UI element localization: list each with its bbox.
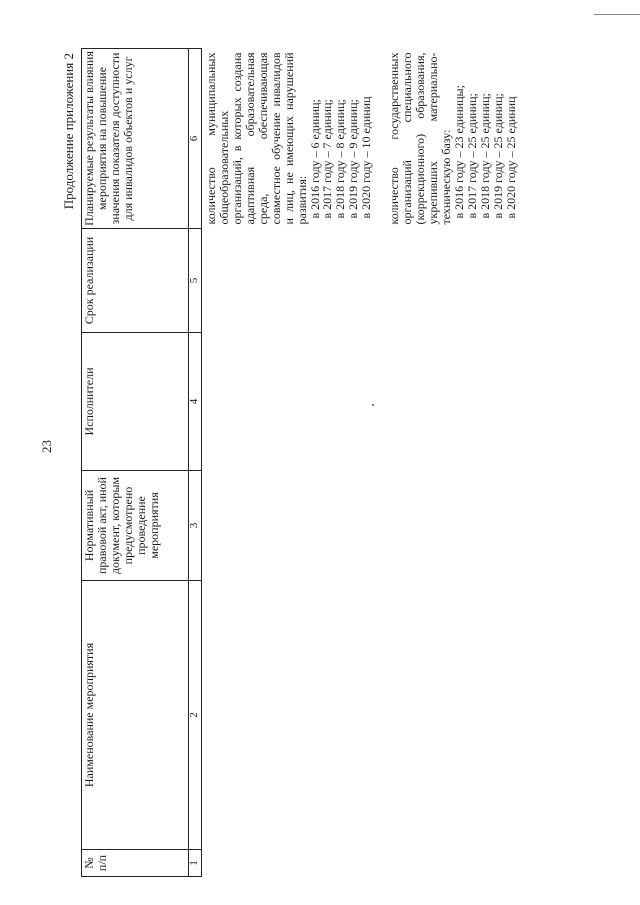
result-year-line: в 2016 году – 6 единиц; [307,99,322,219]
appendix-continuation-note: Продолжение приложения 2 [61,53,76,210]
result-year-line: в 2020 году – 25 единиц [503,96,518,219]
rotated-page-content [62,49,552,877]
table-row [201,49,517,877]
column-number: 6 [189,49,202,229]
column-number: 2 [189,581,202,850]
column-header-number: № п/п [82,850,189,877]
result-year-line: в 2018 году – 8 единиц; [333,99,348,219]
page-number: 23 [39,440,54,453]
result-year-line: в 2017 году – 7 единиц; [320,99,335,219]
empty-cell [201,471,517,581]
column-number: 5 [189,229,202,333]
column-number: 3 [189,471,202,581]
result-block [388,53,518,225]
column-header-planned-results: Планируемые результаты влияния мероприятия на повышение значения показателя доступности для инвалидов объектов и услуг [82,49,189,229]
empty-cell [201,229,517,333]
result-year-line: в 2018 году – 25 единиц; [477,93,492,219]
planned-results-cell [201,49,517,229]
empty-cell [201,333,517,471]
column-numbers-row [189,49,202,877]
column-header-measure-name: Наименование мероприятия [82,581,189,850]
result-year-line: в 2019 году – 25 единиц; [490,93,505,219]
result-intro: количество муниципальных общеобразовательных организаций, в которых создана адаптивная образовательная среда, обеспечивающая совместное обучение инвалидов и лиц, не имеющих нарушений развития: [203,52,309,225]
column-header-legal-act: Нормативный правовой акт, иной документ, которым предусмотрено проведение мероприятия [82,471,189,581]
result-year-line: в 2016 году – 23 единицы; [452,85,467,219]
empty-cell [201,581,517,850]
table-header-row [82,49,189,877]
column-number: 1 [189,850,202,877]
empty-cell [201,850,517,877]
scan-edge-line [594,14,640,15]
result-year-line: в 2017 году – 25 единиц; [464,93,479,219]
column-number: 4 [189,333,202,471]
result-year-line: в 2019 году – 9 единиц; [346,99,361,219]
column-header-executors: Исполнители [82,333,189,471]
measures-table [81,48,518,877]
result-block [205,53,373,225]
result-year-line: в 2020 году – 10 единиц [359,96,374,219]
result-intro: количество государственных организаций специального (коррекционного) образования, укрепивших материально-техническую базу: [387,52,454,225]
column-header-term: Срок реализации [82,229,189,333]
